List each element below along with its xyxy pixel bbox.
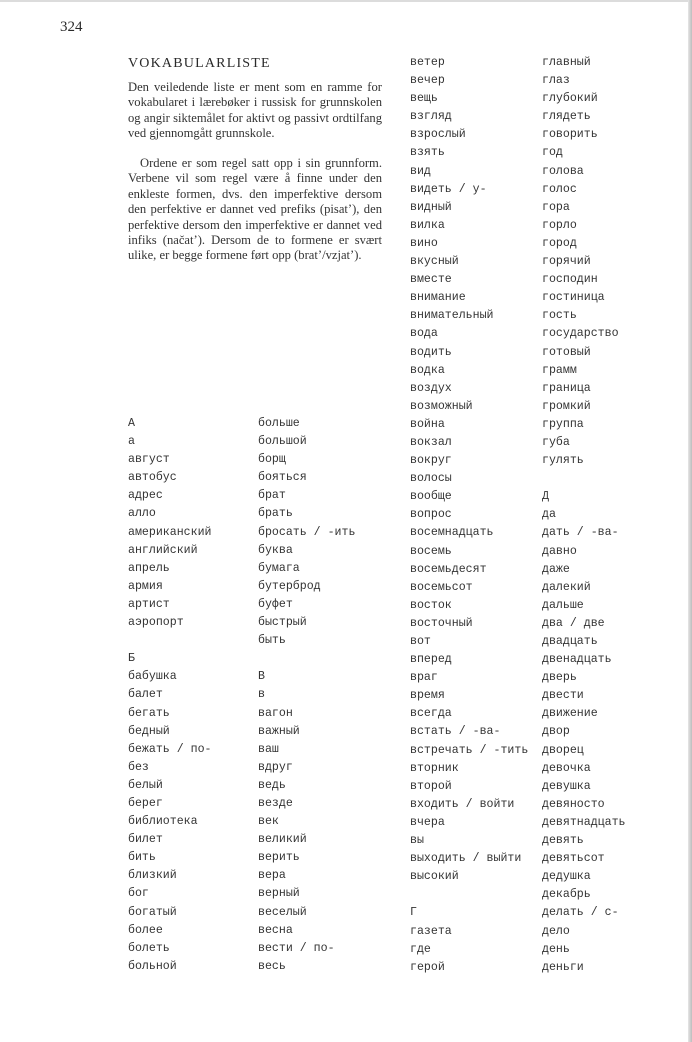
section-title: VOKABULARLISTE bbox=[128, 56, 271, 71]
vocabulary-entry: веселый bbox=[258, 905, 307, 919]
vocabulary-entry: ведь bbox=[258, 778, 286, 792]
vocabulary-entry: брат bbox=[258, 489, 286, 503]
vocabulary-entry: ветер bbox=[410, 56, 445, 69]
vocabulary-entry: девяносто bbox=[542, 797, 605, 811]
vocabulary-entry: в bbox=[258, 688, 265, 702]
vocabulary-entry: апрель bbox=[128, 561, 170, 575]
vocabulary-entry: возможный bbox=[410, 399, 473, 413]
vocabulary-entry: внимание bbox=[410, 291, 466, 305]
vocabulary-entry: буфет bbox=[258, 597, 293, 611]
vocabulary-entry: восточный bbox=[410, 616, 473, 630]
letter-heading: Г bbox=[410, 906, 417, 920]
vocabulary-entry: вокруг bbox=[410, 454, 452, 468]
letter-heading: Д bbox=[542, 490, 549, 504]
vocabulary-entry: дать / -ва- bbox=[542, 526, 619, 540]
vocabulary-entry: более bbox=[128, 923, 163, 937]
vocabulary-entry: дедушка bbox=[542, 870, 591, 884]
vocabulary-entry: двадцать bbox=[542, 635, 598, 648]
vocabulary-entry: видный bbox=[410, 200, 452, 214]
vocabulary-entry: горло bbox=[542, 218, 577, 232]
vocabulary-entry: внимательный bbox=[410, 309, 494, 323]
vocabulary-entry: быть bbox=[258, 634, 286, 648]
vocabulary-entry: бояться bbox=[258, 471, 307, 485]
vocabulary-entry: всегда bbox=[410, 707, 452, 721]
vocabulary-entry: делать / с- bbox=[542, 906, 619, 920]
vocabulary-entry: далекий bbox=[542, 580, 591, 594]
vocabulary-entry: вера bbox=[258, 869, 286, 883]
vocabulary-entry: верный bbox=[258, 887, 300, 901]
vocabulary-entry: борщ bbox=[258, 453, 286, 467]
vocabulary-entry: день bbox=[542, 942, 570, 956]
vocabulary-entry: выходить / выйти bbox=[410, 852, 522, 866]
vocabulary-entry: волосы bbox=[410, 472, 452, 486]
vocabulary-entry: дело bbox=[542, 924, 570, 938]
vocabulary-entry: встречать / -тить bbox=[410, 743, 529, 757]
vocabulary-entry: господин bbox=[542, 273, 598, 287]
vocabulary-entry: восемнадцать bbox=[410, 526, 494, 540]
vocabulary-entry: вот bbox=[410, 635, 431, 648]
vocabulary-entry: важный bbox=[258, 724, 300, 738]
vocabulary-entry: гулять bbox=[542, 454, 584, 468]
vocabulary-entry: дальше bbox=[542, 598, 584, 612]
vocabulary-entry: водить bbox=[410, 345, 452, 359]
vocabulary-entry: движение bbox=[542, 707, 598, 721]
vocabulary-entry: второй bbox=[410, 779, 452, 793]
vocabulary-entry: бог bbox=[128, 887, 149, 901]
vocabulary-entry: грамм bbox=[542, 363, 577, 377]
vocabulary-entry: горячий bbox=[542, 255, 591, 269]
letter-heading: Б bbox=[128, 652, 135, 666]
letter-heading: А bbox=[128, 417, 135, 430]
vocabulary-entry: глядеть bbox=[542, 110, 591, 124]
vocabulary-entry: бутерброд bbox=[258, 579, 321, 593]
vocabulary-entry: война bbox=[410, 417, 445, 431]
vocabulary-entry: вино bbox=[410, 236, 438, 250]
vocabulary-entry: брать bbox=[258, 507, 293, 521]
vocabulary-entry: вообще bbox=[410, 490, 452, 504]
vocabulary-entry: вдруг bbox=[258, 760, 293, 774]
vocabulary-entry: воздух bbox=[410, 381, 452, 395]
vocabulary-entry: английский bbox=[128, 543, 198, 557]
vocabulary-entry: август bbox=[128, 453, 170, 467]
vocabulary-entry: берег bbox=[128, 796, 163, 810]
vocabulary-entry: главный bbox=[542, 56, 591, 69]
vocabulary-entry: даже bbox=[542, 562, 570, 576]
vocabulary-entry: богатый bbox=[128, 905, 177, 919]
vocabulary-entry: бедный bbox=[128, 724, 170, 738]
vocabulary-entry: громкий bbox=[542, 399, 591, 413]
vocabulary-entry: глаз bbox=[542, 74, 570, 88]
vocabulary-entry: город bbox=[542, 236, 577, 250]
vocabulary-entry: гость bbox=[542, 309, 577, 323]
vocabulary-entry: да bbox=[542, 508, 556, 522]
vocabulary-entry: восток bbox=[410, 598, 452, 612]
intro-paragraph-2: Ordene er som regel satt opp i sin grunnform. Verbene vil som regel være å finne under den enkleste formen, dvs. den imperfektive dersom den perfektive er dannet ved prefiks (pisat’), den perfektive dersom den imperfektive er dannet ved infiks (načat’). Dersom de to formene er svært ulike, er begge formene ført opp (brat’/vzjat’). bbox=[128, 156, 382, 263]
letter-heading: В bbox=[258, 670, 265, 684]
column-spacer bbox=[128, 632, 212, 650]
vocabulary-entry: бросать / -ить bbox=[258, 525, 356, 539]
column-spacer bbox=[410, 886, 528, 904]
vocabulary-entry: девочка bbox=[542, 761, 591, 775]
page-number: 324 bbox=[60, 19, 83, 35]
vocabulary-entry: бить bbox=[128, 851, 156, 865]
vocabulary-entry: библиотека bbox=[128, 815, 198, 829]
vocabulary-entry: аэропорт bbox=[128, 616, 184, 630]
vocabulary-entry: дверь bbox=[542, 671, 577, 685]
vocabulary-entry: где bbox=[410, 942, 431, 956]
vocabulary-entry: давно bbox=[542, 544, 577, 558]
vocabulary-entry: водка bbox=[410, 363, 445, 377]
vocabulary-column-4 bbox=[542, 54, 626, 977]
vocabulary-entry: вчера bbox=[410, 815, 445, 829]
vocabulary-entry: губа bbox=[542, 435, 570, 449]
vocabulary-entry: балет bbox=[128, 688, 163, 702]
vocabulary-entry: больше bbox=[258, 417, 300, 430]
vocabulary-entry: голова bbox=[542, 164, 584, 178]
vocabulary-entry: встать / -ва- bbox=[410, 725, 501, 739]
vocabulary-entry: входить / войти bbox=[410, 797, 515, 811]
page-top-edge bbox=[0, 0, 692, 2]
vocabulary-entry: бумага bbox=[258, 561, 300, 575]
vocabulary-entry: говорить bbox=[542, 128, 598, 142]
vocabulary-entry: буква bbox=[258, 543, 293, 557]
vocabulary-entry: декабрь bbox=[542, 888, 591, 902]
column-spacer bbox=[542, 470, 626, 488]
vocabulary-entry: вести / по- bbox=[258, 941, 335, 955]
vocabulary-column-1 bbox=[128, 415, 212, 976]
vocabulary-entry: без bbox=[128, 760, 149, 774]
vocabulary-entry: вечер bbox=[410, 74, 445, 88]
vocabulary-entry: год bbox=[542, 146, 563, 160]
vocabulary-entry: алло bbox=[128, 507, 156, 521]
vocabulary-entry: бегать bbox=[128, 706, 170, 720]
vocabulary-entry: белый bbox=[128, 778, 163, 792]
vocabulary-entry: группа bbox=[542, 417, 584, 431]
vocabulary-entry: девять bbox=[542, 834, 584, 848]
vocabulary-entry: девятьсот bbox=[542, 852, 605, 866]
vocabulary-entry: вы bbox=[410, 834, 424, 848]
vocabulary-entry: болеть bbox=[128, 941, 170, 955]
vocabulary-entry: бежать / по- bbox=[128, 742, 212, 756]
vocabulary-entry: вилка bbox=[410, 218, 445, 232]
vocabulary-entry: великий bbox=[258, 833, 307, 847]
vocabulary-entry: готовый bbox=[542, 345, 591, 359]
vocabulary-entry: близкий bbox=[128, 869, 177, 883]
vocabulary-entry: вопрос bbox=[410, 508, 452, 522]
vocabulary-entry: американский bbox=[128, 525, 212, 539]
vocabulary-entry: взрослый bbox=[410, 128, 466, 142]
vocabulary-entry: вместе bbox=[410, 273, 452, 287]
vocabulary-entry: вид bbox=[410, 164, 431, 178]
vocabulary-entry: восемьдесят bbox=[410, 562, 487, 576]
vocabulary-entry: дворец bbox=[542, 743, 584, 757]
vocabulary-entry: вагон bbox=[258, 706, 293, 720]
vocabulary-entry: двести bbox=[542, 689, 584, 703]
vocabulary-entry: а bbox=[128, 435, 135, 449]
vocabulary-entry: деньги bbox=[542, 960, 584, 974]
vocabulary-entry: время bbox=[410, 689, 445, 703]
vocabulary-entry: вперед bbox=[410, 653, 452, 667]
vocabulary-entry: вокзал bbox=[410, 435, 452, 449]
vocabulary-entry: армия bbox=[128, 579, 163, 593]
vocabulary-entry: взгляд bbox=[410, 110, 452, 124]
vocabulary-entry: глубокий bbox=[542, 92, 598, 106]
vocabulary-entry: большой bbox=[258, 435, 307, 449]
vocabulary-column-3 bbox=[410, 54, 528, 977]
page-right-edge bbox=[688, 0, 692, 1042]
vocabulary-entry: девятнадцать bbox=[542, 815, 626, 829]
vocabulary-entry: весь bbox=[258, 959, 286, 973]
vocabulary-entry: ваш bbox=[258, 742, 279, 756]
vocabulary-entry: больной bbox=[128, 959, 177, 973]
vocabulary-entry: вода bbox=[410, 327, 438, 341]
vocabulary-entry: девушка bbox=[542, 779, 591, 793]
vocabulary-entry: государство bbox=[542, 327, 619, 341]
vocabulary-entry: артист bbox=[128, 597, 170, 611]
vocabulary-entry: бабушка bbox=[128, 670, 177, 684]
vocabulary-entry: враг bbox=[410, 671, 438, 685]
vocabulary-entry: граница bbox=[542, 381, 591, 395]
vocabulary-entry: автобус bbox=[128, 471, 177, 485]
vocabulary-entry: гора bbox=[542, 200, 570, 214]
vocabulary-entry: вторник bbox=[410, 761, 459, 775]
vocabulary-entry: видеть / у- bbox=[410, 182, 487, 196]
vocabulary-entry: вещь bbox=[410, 92, 438, 106]
vocabulary-entry: голос bbox=[542, 182, 577, 196]
vocabulary-entry: взять bbox=[410, 146, 445, 160]
vocabulary-entry: восемьсот bbox=[410, 580, 473, 594]
vocabulary-entry: высокий bbox=[410, 870, 459, 884]
vocabulary-entry: верить bbox=[258, 851, 300, 865]
vocabulary-entry: газета bbox=[410, 924, 452, 938]
column-spacer bbox=[258, 650, 355, 668]
vocabulary-entry: адрес bbox=[128, 489, 163, 503]
intro-paragraph-1: Den veiledende liste er ment som en ramme for vokabularet i lærebøker i russisk for grunnskolen og angir siktemålet for aktivt og passivt ordtilfang ved gjennomgått grunnskole. bbox=[128, 80, 382, 141]
vocabulary-entry: весна bbox=[258, 923, 293, 937]
vocabulary-entry: билет bbox=[128, 833, 163, 847]
vocabulary-entry: гостиница bbox=[542, 291, 605, 305]
vocabulary-entry: герой bbox=[410, 960, 445, 974]
vocabulary-entry: век bbox=[258, 815, 279, 829]
vocabulary-entry: два / две bbox=[542, 616, 605, 630]
vocabulary-entry: вкусный bbox=[410, 255, 459, 269]
vocabulary-entry: двенадцать bbox=[542, 653, 612, 667]
vocabulary-entry: двор bbox=[542, 725, 570, 739]
vocabulary-entry: восемь bbox=[410, 544, 452, 558]
vocabulary-entry: везде bbox=[258, 796, 293, 810]
vocabulary-entry: быстрый bbox=[258, 616, 307, 630]
vocabulary-column-2 bbox=[258, 415, 355, 976]
